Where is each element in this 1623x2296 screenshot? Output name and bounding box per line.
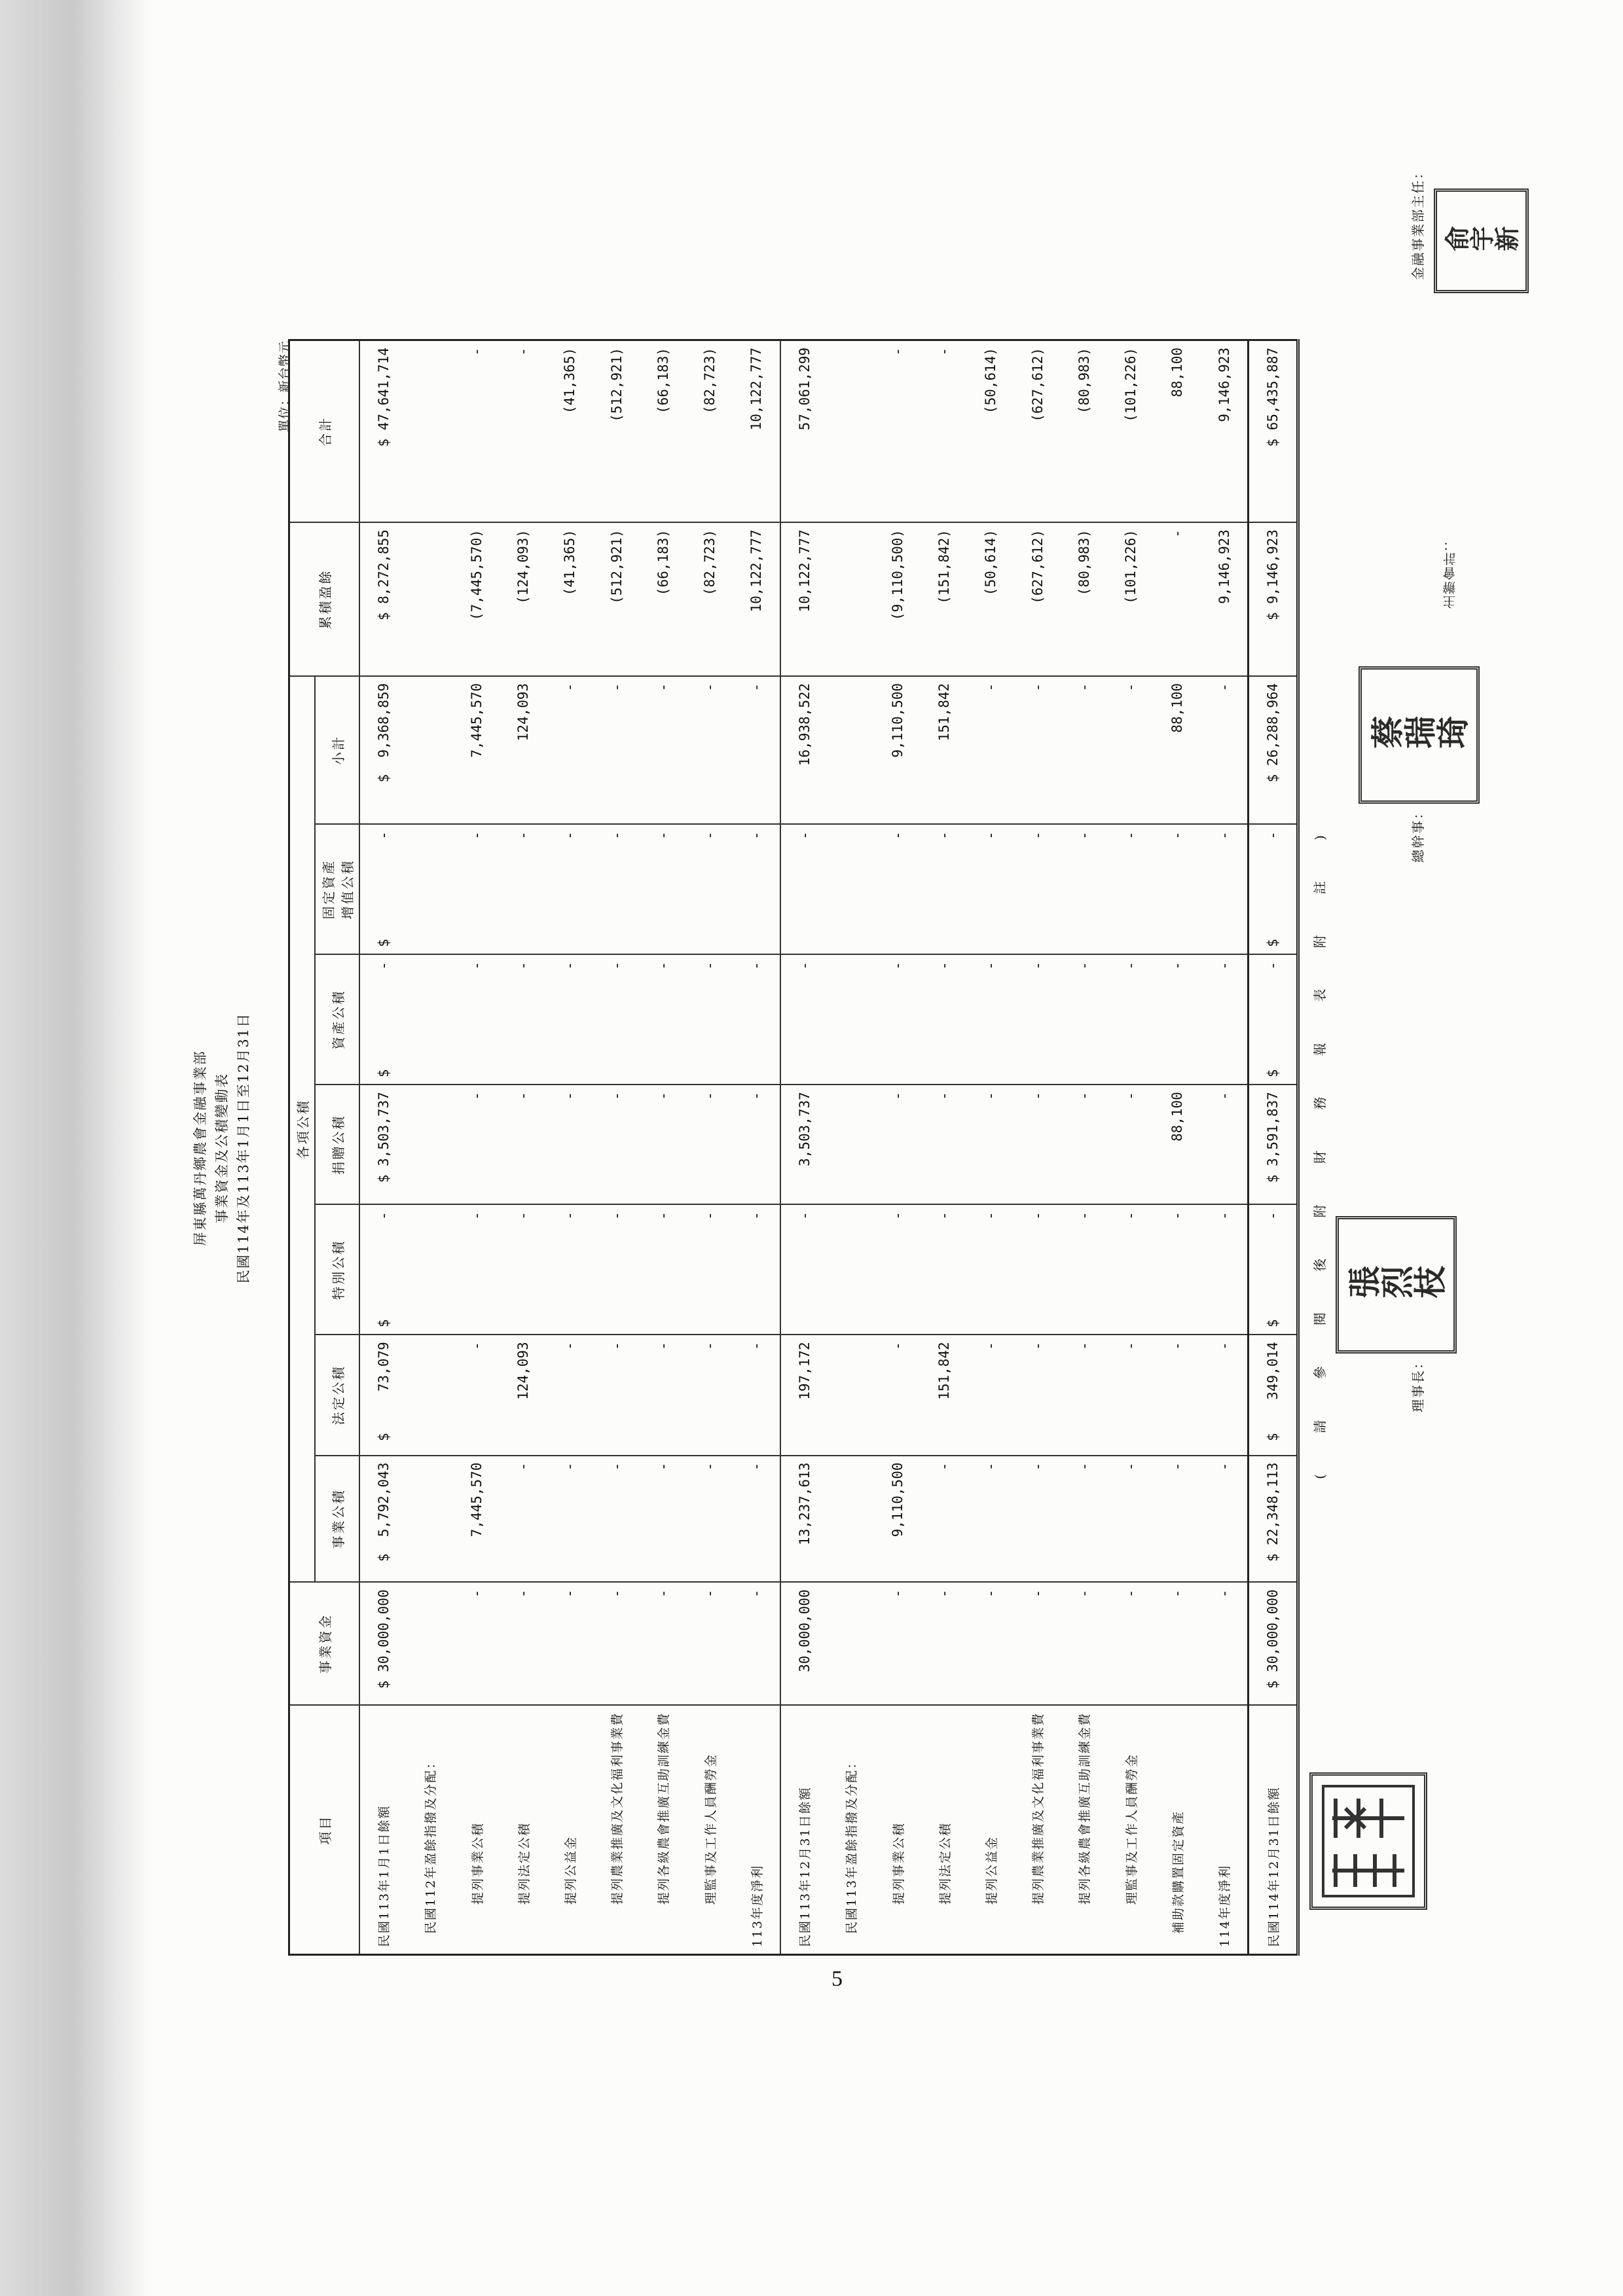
row-label: 提列各級農會推廣互助訓練金費 [1061,1705,1107,1955]
cell-subtotal [828,676,874,824]
cell-special [407,1204,453,1335]
cell-business: - [593,1456,640,1583]
cell-business: - [1107,1456,1154,1583]
cell-subtotal: - [1061,676,1107,824]
cell-total [407,340,453,522]
cell-total: (41,365) [547,340,593,522]
cell-capital: - [733,1582,780,1705]
cell-fixed: - [1154,824,1201,954]
cell-business: $ 5,792,043 [359,1456,407,1583]
table-row [500,340,547,1955]
cell-subtotal: - [1201,676,1249,824]
table-row [1249,340,1298,1955]
cell-legal: - [1014,1335,1061,1455]
row-label: 提列法定公積 [500,1705,547,1955]
cell-fixed [407,824,453,954]
cell-legal: - [1107,1335,1154,1455]
table-row [1154,340,1201,1955]
cell-asset: - [1154,954,1201,1085]
signature-chairman-label: 理事長： [1410,1355,1426,1412]
cell-asset: $ - [359,954,407,1085]
cell-legal: - [1154,1335,1201,1455]
title-line-2: 事業資金及公積變動表 [214,1073,230,1223]
row-label: 114年度淨利 [1201,1705,1249,1955]
cell-special: - [1014,1204,1061,1335]
cell-legal: 124,093 [500,1335,547,1455]
row-label: 理監事及工作人員酬勞金 [1107,1705,1154,1955]
cell-fixed: - [921,824,968,954]
cell-subtotal: 9,110,500 [874,676,921,824]
table-row [1014,340,1061,1955]
table-row [359,340,407,1955]
cell-subtotal [407,676,453,824]
cell-special: - [453,1204,500,1335]
cell-legal: 151,842 [921,1335,968,1455]
footnote-reference: ( 請 參 閱 後 附 財 務 報 表 附 註 ) [1312,817,1328,1479]
cell-total: 9,146,923 [1201,340,1249,522]
cell-capital: - [874,1582,921,1705]
cell-asset: - [547,954,593,1085]
header-capital: 事業資金 [289,1582,360,1705]
cell-legal: - [733,1335,780,1455]
cell-subtotal: - [547,676,593,824]
cell-donation: - [500,1085,547,1204]
cell-total: (50,614) [968,340,1014,522]
title-line-1: 屏東縣萬丹鄉農會金融事業部 [192,1050,208,1246]
table-row [687,340,733,1955]
table-row [593,340,640,1955]
cell-fixed: $ - [1249,824,1298,954]
cell-business: 7,445,570 [453,1456,500,1583]
cell-retained: (80,983) [1061,522,1107,676]
cell-legal: - [547,1335,593,1455]
header-business-reserve: 事業公積 [315,1456,359,1583]
cell-business: - [547,1456,593,1583]
cell-donation: - [1014,1085,1061,1204]
row-label: 提列法定公積 [921,1705,968,1955]
cell-subtotal: - [1107,676,1154,824]
cell-fixed: - [968,824,1014,954]
signature-accountant-label: 主辦會計： [1442,537,1458,609]
cell-subtotal: 88,100 [1154,676,1201,824]
page-number: 5 [831,1967,843,1991]
cell-business: - [1154,1456,1201,1583]
cell-asset: - [687,954,733,1085]
header-item: 項目 [289,1705,360,1955]
cell-asset: - [968,954,1014,1085]
cell-business: - [1201,1456,1249,1583]
cell-fixed: - [1201,824,1249,954]
row-label: 提列農業推廣及文化福利事業費 [593,1705,640,1955]
cell-capital: - [687,1582,733,1705]
cell-capital: - [921,1582,968,1705]
cell-donation: - [1061,1085,1107,1204]
cell-total: - [500,340,547,522]
row-label: 提列公益金 [547,1705,593,1955]
finance-head-seal [1359,666,1480,804]
table-row [921,340,968,1955]
cell-business [407,1456,453,1583]
cell-legal [828,1335,874,1455]
row-label: 補助款購置固定資產 [1154,1705,1201,1955]
cell-special: - [1154,1204,1201,1335]
cell-donation [407,1085,453,1204]
cell-legal: - [1201,1335,1249,1455]
cell-business: - [1061,1456,1107,1583]
cell-retained: $ 8,272,855 [359,522,407,676]
cell-special: $ - [359,1204,407,1335]
cell-donation: $ 3,503,737 [359,1085,407,1204]
cell-donation: - [874,1085,921,1204]
cell-retained: (82,723) [687,522,733,676]
row-label: 提列公益金 [968,1705,1014,1955]
cell-legal: - [593,1335,640,1455]
cell-special: $ - [1249,1204,1298,1335]
header-special-reserve: 特別公積 [315,1204,359,1335]
cell-special: - [780,1204,828,1335]
cell-asset: - [1107,954,1154,1085]
cell-asset: - [780,954,828,1085]
cell-capital: $ 30,000,000 [359,1582,407,1705]
table-row [1107,340,1154,1955]
cell-subtotal: - [593,676,640,824]
header-fixed-asset-revaluation: 固定資產 增值公積 [315,824,359,954]
cell-special: - [1061,1204,1107,1335]
cell-business: $ 22,348,113 [1249,1456,1298,1583]
cell-asset: - [921,954,968,1085]
cell-legal: - [874,1335,921,1455]
cell-total: (512,921) [593,340,640,522]
cell-donation: - [640,1085,686,1204]
cell-capital: - [593,1582,640,1705]
cell-fixed: - [874,824,921,954]
cell-capital: - [547,1582,593,1705]
cell-retained [828,522,874,676]
currency-unit: 單位：新台幣元 [278,340,292,433]
cell-retained: (151,842) [921,522,968,676]
cell-total: - [453,340,500,522]
cell-asset: - [1014,954,1061,1085]
header-asset-reserve: 資產公積 [315,954,359,1085]
cell-total: - [921,340,968,522]
cell-retained: 10,122,777 [780,522,828,676]
cell-fixed: - [780,824,828,954]
cell-asset: - [1061,954,1107,1085]
cell-asset: - [874,954,921,1085]
cell-subtotal: $ 26,288,964 [1249,676,1298,824]
cell-special: - [733,1204,780,1335]
cell-total: 10,122,777 [733,340,780,522]
cell-fixed: - [687,824,733,954]
cell-fixed: - [640,824,686,954]
row-label: 提列各級農會推廣互助訓練金費 [640,1705,686,1955]
cell-fixed: - [500,824,547,954]
cell-business: - [500,1456,547,1583]
cell-donation [828,1085,874,1204]
table-row [968,340,1014,1955]
cell-asset: - [733,954,780,1085]
cell-retained: - [1154,522,1201,676]
cell-donation: - [921,1085,968,1204]
cell-subtotal: 7,445,570 [453,676,500,824]
equity-changes-table [288,339,1300,1956]
cell-special: - [593,1204,640,1335]
cell-capital: - [1107,1582,1154,1705]
chairman-seal [1309,1772,1427,1910]
row-label: 提列事業公積 [874,1705,921,1955]
cell-special: - [500,1204,547,1335]
cell-donation: 3,503,737 [780,1085,828,1204]
row-label: 民國112年盈餘指撥及分配： [407,1705,453,1955]
accountant-seal [1434,188,1529,293]
table-row [453,340,500,1955]
row-label: 民國114年12月31日餘額 [1249,1705,1298,1955]
cell-business: - [1014,1456,1061,1583]
table-row [640,340,686,1955]
title-line-3: 民國114年及113年1月1日至12月31日 [236,1012,251,1284]
cell-total: (82,723) [687,340,733,522]
table-row [874,340,921,1955]
cell-business: 13,237,613 [780,1456,828,1583]
cell-capital: - [968,1582,1014,1705]
cell-special: - [547,1204,593,1335]
cell-business: - [687,1456,733,1583]
cell-fixed: - [733,824,780,954]
cell-donation: - [968,1085,1014,1204]
cell-subtotal: - [1014,676,1061,824]
cell-donation: - [1107,1085,1154,1204]
cell-legal [407,1335,453,1455]
table-row [780,340,828,1955]
cell-retained: (66,183) [640,522,686,676]
cell-subtotal: 16,938,522 [780,676,828,824]
cell-subtotal: - [687,676,733,824]
cell-fixed: - [1014,824,1061,954]
cell-special: - [874,1204,921,1335]
row-label: 民國113年盈餘指撥及分配： [828,1705,874,1955]
gm-seal [1336,1216,1457,1354]
cell-fixed: - [453,824,500,954]
cell-special: - [687,1204,733,1335]
cell-special: - [968,1204,1014,1335]
row-label: 提列農業推廣及文化福利事業費 [1014,1705,1061,1955]
cell-total [828,340,874,522]
cell-fixed: - [1107,824,1154,954]
cell-legal: - [968,1335,1014,1455]
cell-legal: 197,172 [780,1335,828,1455]
header-total: 合計 [289,340,360,522]
gm-seal-text: 張烈枝 [1347,1265,1446,1304]
header-donation-reserve: 捐贈公積 [315,1085,359,1204]
table-row [1061,340,1107,1955]
cell-donation: - [453,1085,500,1204]
cell-subtotal: 151,842 [921,676,968,824]
cell-fixed [828,824,874,954]
cell-subtotal: $ 9,368,859 [359,676,407,824]
cell-total: (627,612) [1014,340,1061,522]
row-label: 提列事業公積 [453,1705,500,1955]
cell-retained: (512,921) [593,522,640,676]
cell-special: - [921,1204,968,1335]
cell-business: - [968,1456,1014,1583]
cell-donation: $ 3,591,837 [1249,1085,1298,1204]
cell-retained: $ 9,146,923 [1249,522,1298,676]
cell-asset: - [640,954,686,1085]
cell-legal: $ 73,079 [359,1335,407,1455]
cell-capital: 30,000,000 [780,1582,828,1705]
accountant-seal-text: 俞宇新 [1444,226,1519,256]
cell-subtotal: - [640,676,686,824]
cell-retained: (7,445,570) [453,522,500,676]
header-subtotal: 小計 [315,676,359,824]
cell-total: - [874,340,921,522]
cell-total: (80,983) [1061,340,1107,522]
signature-gm-label: 總幹事： [1410,805,1426,863]
cell-total: $ 65,435,887 [1249,340,1298,522]
cell-asset: - [593,954,640,1085]
cell-special [828,1204,874,1335]
cell-retained: (124,093) [500,522,547,676]
cell-donation: - [733,1085,780,1204]
cell-asset: - [1201,954,1249,1085]
cell-capital: - [453,1582,500,1705]
table-body [359,340,1298,1955]
statement-title [190,0,255,2296]
header-retained-earnings: 累積盈餘 [289,522,360,676]
cell-legal: $ 349,014 [1249,1335,1298,1455]
cell-capital: - [500,1582,547,1705]
cell-asset [407,954,453,1085]
cell-business [828,1456,874,1583]
cell-capital: $ 30,000,000 [1249,1582,1298,1705]
cell-retained [407,522,453,676]
cell-capital [407,1582,453,1705]
cell-fixed: - [547,824,593,954]
cell-special: - [1201,1204,1249,1335]
table-row [733,340,780,1955]
cell-donation: 88,100 [1154,1085,1201,1204]
cell-retained: (627,612) [1014,522,1061,676]
cell-retained: 10,122,777 [733,522,780,676]
cell-asset [828,954,874,1085]
table-row [407,340,453,1955]
row-label: 113年度淨利 [733,1705,780,1955]
cell-business: - [640,1456,686,1583]
cell-asset: - [500,954,547,1085]
cell-capital: - [1154,1582,1201,1705]
cell-capital: - [1201,1582,1249,1705]
cell-subtotal: 124,093 [500,676,547,824]
table-row [828,340,874,1955]
cell-legal: - [1061,1335,1107,1455]
cell-total: 57,061,299 [780,340,828,522]
table-row [547,340,593,1955]
row-label: 民國113年1月1日餘額 [359,1705,407,1955]
cell-total: (66,183) [640,340,686,522]
cell-retained: (50,614) [968,522,1014,676]
cell-fixed: - [593,824,640,954]
cell-capital [828,1582,874,1705]
cell-donation: - [687,1085,733,1204]
cell-business: 9,110,500 [874,1456,921,1583]
cell-legal: - [640,1335,686,1455]
chairman-seal-glyph-icon [1319,1782,1417,1900]
header-legal-reserve: 法定公積 [315,1335,359,1455]
table-row [1201,340,1249,1955]
cell-donation: - [593,1085,640,1204]
row-label: 民國113年12月31日餘額 [780,1705,828,1955]
cell-retained: (41,365) [547,522,593,676]
cell-total: (101,226) [1107,340,1154,522]
cell-capital: - [640,1582,686,1705]
cell-business: - [921,1456,968,1583]
cell-retained: (9,110,500) [874,522,921,676]
signature-finance-head-label: 金融事業部主任： [1410,165,1426,280]
cell-asset: $ - [1249,954,1298,1085]
cell-legal: - [687,1335,733,1455]
cell-subtotal: - [968,676,1014,824]
cell-capital: - [1061,1582,1107,1705]
cell-donation: - [1201,1085,1249,1204]
cell-asset: - [453,954,500,1085]
cell-legal: - [453,1335,500,1455]
cell-retained: 9,146,923 [1201,522,1249,676]
cell-donation: - [547,1085,593,1204]
finance-head-seal-text: 蔡瑞琦 [1370,715,1468,754]
cell-total: 88,100 [1154,340,1201,522]
header-reserves-group: 各項公積 [289,676,316,1583]
cell-special: - [640,1204,686,1335]
cell-subtotal: - [733,676,780,824]
cell-business: - [733,1456,780,1583]
row-label: 理監事及工作人員酬勞金 [687,1705,733,1955]
cell-total: $ 47,641,714 [359,340,407,522]
cell-special: - [1107,1204,1154,1335]
cell-fixed: - [1061,824,1107,954]
cell-capital: - [1014,1582,1061,1705]
cell-fixed: $ - [359,824,407,954]
cell-retained: (101,226) [1107,522,1154,676]
